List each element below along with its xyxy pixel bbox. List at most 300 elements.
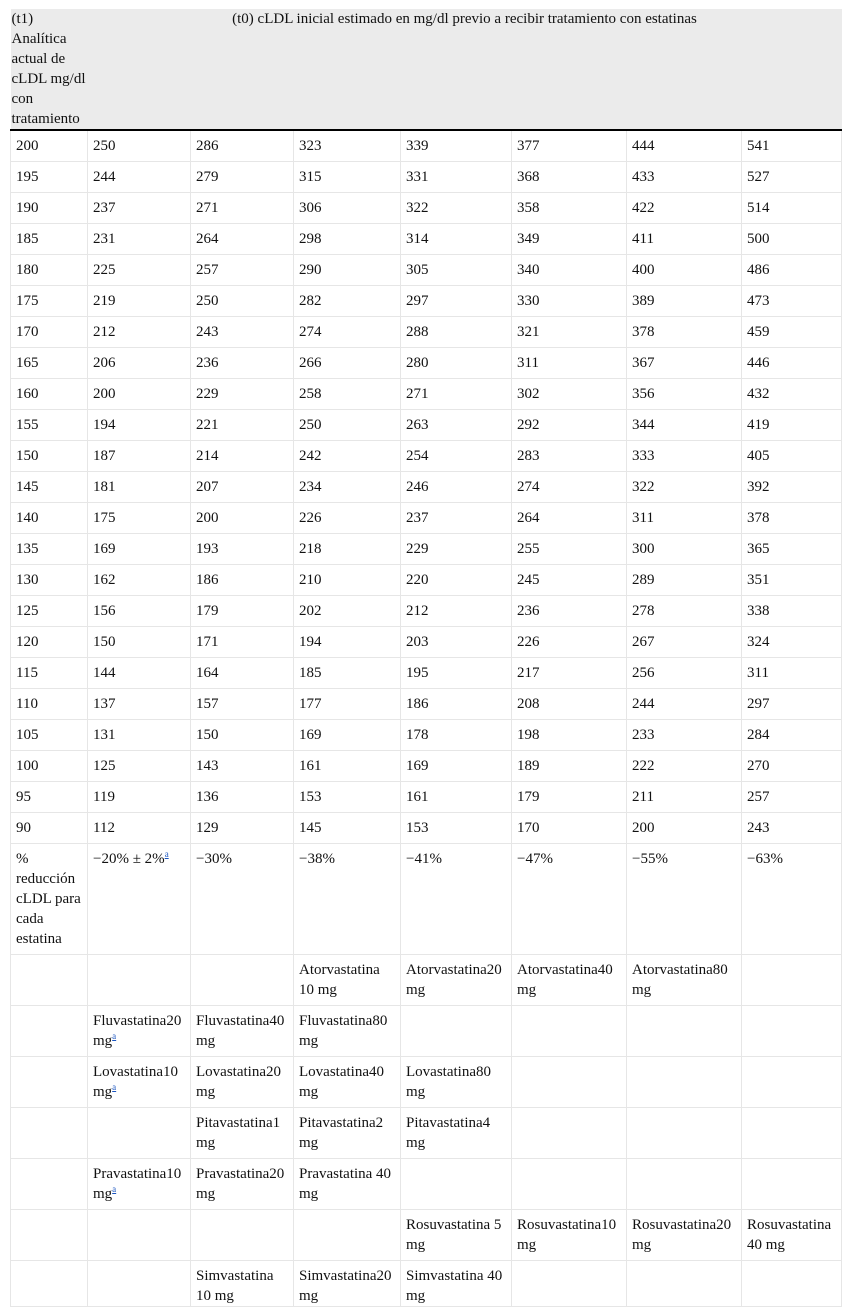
t1-value-cell: 90 — [11, 812, 88, 843]
t0-value-cell: 365 — [742, 533, 842, 564]
empty-cell — [11, 1158, 88, 1209]
statin-dose-cell — [742, 1209, 842, 1260]
empty-cell — [627, 1158, 742, 1209]
t1-value-cell: 140 — [11, 502, 88, 533]
t0-value-cell: 411 — [627, 223, 742, 254]
empty-cell — [11, 1260, 88, 1306]
t0-value-cell: 193 — [191, 533, 294, 564]
t0-value-cell: 473 — [742, 285, 842, 316]
t0-value-cell: 267 — [627, 626, 742, 657]
t0-value-cell: 206 — [88, 347, 191, 378]
t1-value-cell: 160 — [11, 378, 88, 409]
t0-value-cell: 242 — [294, 440, 401, 471]
statin-dose-cell — [88, 1005, 191, 1056]
t0-value-cell: 314 — [401, 223, 512, 254]
empty-cell — [11, 1005, 88, 1056]
t0-value-cell: 500 — [742, 223, 842, 254]
empty-cell — [11, 1209, 88, 1260]
t0-value-cell: 211 — [627, 781, 742, 812]
statin-row — [11, 1005, 842, 1056]
t0-value-cell: 194 — [294, 626, 401, 657]
statin-dose-cell — [401, 1107, 512, 1158]
t1-value-cell: 135 — [11, 533, 88, 564]
t0-value-cell: 274 — [512, 471, 627, 502]
t0-value-cell: 321 — [512, 316, 627, 347]
t0-value-cell: 244 — [627, 688, 742, 719]
t0-value-cell: 356 — [627, 378, 742, 409]
t0-value-cell: 289 — [627, 564, 742, 595]
statin-dose-label: Atorvastatina40 mg — [517, 961, 613, 998]
t0-value-cell: 264 — [191, 223, 294, 254]
t0-value-cell: 250 — [294, 409, 401, 440]
t0-value-cell: 178 — [401, 719, 512, 750]
t0-value-cell: 298 — [294, 223, 401, 254]
t1-value-cell: 115 — [11, 657, 88, 688]
statin-dose-label: Lovastatina80 mg — [406, 1063, 491, 1100]
t0-value-cell: 189 — [512, 750, 627, 781]
reduction-value: −47% — [512, 843, 627, 954]
empty-cell — [512, 1260, 627, 1306]
t0-value-cell: 315 — [294, 161, 401, 192]
statin-dose-cell — [88, 1056, 191, 1107]
t0-value-cell: 270 — [742, 750, 842, 781]
statin-row — [11, 1107, 842, 1158]
statin-dose-label: Pravastatina 40 mg — [299, 1165, 392, 1202]
t0-value-cell: 225 — [88, 254, 191, 285]
table-row — [11, 347, 842, 378]
t0-value-cell: 322 — [401, 192, 512, 223]
statin-dose-cell — [401, 1209, 512, 1260]
empty-cell — [627, 1107, 742, 1158]
t0-value-cell: 271 — [191, 192, 294, 223]
statin-row — [11, 1158, 842, 1209]
table-row — [11, 781, 842, 812]
t0-value-cell: 292 — [512, 409, 627, 440]
statin-dose-cell — [294, 1056, 401, 1107]
reduction-value: −41% — [401, 843, 512, 954]
t0-value-cell: 389 — [627, 285, 742, 316]
t1-value-cell: 195 — [11, 161, 88, 192]
t0-value-cell: 171 — [191, 626, 294, 657]
reduction-value: −30% — [191, 843, 294, 954]
t0-value-cell: 119 — [88, 781, 191, 812]
statin-dose-label: Pitavastatina2 mg — [299, 1114, 384, 1151]
statin-dose-label: Pitavastatina1 mg — [196, 1114, 281, 1151]
t0-value-cell: 195 — [401, 657, 512, 688]
t0-value-cell: 432 — [742, 378, 842, 409]
t0-value-cell: 200 — [191, 502, 294, 533]
t0-value-cell: 311 — [512, 347, 627, 378]
table-row — [11, 409, 842, 440]
statin-dose-label: Fluvastatina80 mg — [299, 1012, 388, 1049]
table-row — [11, 626, 842, 657]
t0-value-cell: 161 — [294, 750, 401, 781]
statin-row — [11, 1260, 842, 1306]
t0-value-cell: 339 — [401, 130, 512, 161]
t0-value-cell: 541 — [742, 130, 842, 161]
t0-value-cell: 214 — [191, 440, 294, 471]
t0-value-cell: 219 — [88, 285, 191, 316]
statin-dose-cell — [191, 1107, 294, 1158]
t1-value-cell: 130 — [11, 564, 88, 595]
t0-value-cell: 330 — [512, 285, 627, 316]
statin-dose-cell — [401, 1056, 512, 1107]
t0-value-cell: 250 — [191, 285, 294, 316]
t0-value-cell: 150 — [88, 626, 191, 657]
table-row — [11, 440, 842, 471]
statin-dose-cell — [88, 1158, 191, 1209]
t1-value-cell: 120 — [11, 626, 88, 657]
t0-value-cell: 297 — [742, 688, 842, 719]
t0-value-cell: 288 — [401, 316, 512, 347]
t0-value-cell: 136 — [191, 781, 294, 812]
empty-cell — [742, 1005, 842, 1056]
empty-cell — [512, 1158, 627, 1209]
statin-dose-cell — [294, 1005, 401, 1056]
empty-cell — [294, 1209, 401, 1260]
t0-value-cell: 284 — [742, 719, 842, 750]
empty-cell — [88, 1107, 191, 1158]
t0-value-cell: 153 — [401, 812, 512, 843]
t0-value-cell: 274 — [294, 316, 401, 347]
t0-value-cell: 257 — [742, 781, 842, 812]
statin-dose-label: Simvastatina 10 mg — [196, 1267, 274, 1304]
t0-value-cell: 400 — [627, 254, 742, 285]
t0-value-cell: 367 — [627, 347, 742, 378]
empty-cell — [627, 1260, 742, 1306]
statin-dose-label: Atorvastatina80 mg — [632, 961, 728, 998]
t0-value-cell: 179 — [191, 595, 294, 626]
t0-value-cell: 229 — [191, 378, 294, 409]
t1-value-cell: 110 — [11, 688, 88, 719]
t0-header: (t0) cLDL inicial estimado en mg/dl previo a recibir tratamiento con estatinas — [88, 9, 842, 130]
t0-value-cell: 237 — [401, 502, 512, 533]
t0-value-cell: 311 — [627, 502, 742, 533]
t0-value-cell: 258 — [294, 378, 401, 409]
statin-dose-cell — [191, 1005, 294, 1056]
t1-value-cell: 95 — [11, 781, 88, 812]
t1-value-cell: 180 — [11, 254, 88, 285]
empty-cell — [742, 954, 842, 1005]
t0-value-cell: 234 — [294, 471, 401, 502]
t0-value-cell: 162 — [88, 564, 191, 595]
t0-value-cell: 322 — [627, 471, 742, 502]
t0-value-cell: 194 — [88, 409, 191, 440]
t0-value-cell: 257 — [191, 254, 294, 285]
empty-cell — [512, 1056, 627, 1107]
statin-row — [11, 1209, 842, 1260]
t0-value-cell: 202 — [294, 595, 401, 626]
t1-value-cell: 185 — [11, 223, 88, 254]
t0-value-cell: 170 — [512, 812, 627, 843]
t0-value-cell: 333 — [627, 440, 742, 471]
t0-value-cell: 263 — [401, 409, 512, 440]
t0-value-cell: 256 — [627, 657, 742, 688]
t0-value-cell: 486 — [742, 254, 842, 285]
table-row — [11, 316, 842, 347]
statin-dose-label: Rosuvastatina10 mg — [517, 1216, 617, 1253]
t0-value-cell: 246 — [401, 471, 512, 502]
t0-value-cell: 233 — [627, 719, 742, 750]
t1-value-cell: 175 — [11, 285, 88, 316]
empty-cell — [742, 1158, 842, 1209]
t0-value-cell: 198 — [512, 719, 627, 750]
t1-value-cell: 155 — [11, 409, 88, 440]
t0-value-cell: 264 — [512, 502, 627, 533]
t1-value-cell: 190 — [11, 192, 88, 223]
t0-value-cell: 236 — [512, 595, 627, 626]
t0-value-cell: 129 — [191, 812, 294, 843]
t0-value-cell: 306 — [294, 192, 401, 223]
table-row — [11, 471, 842, 502]
table-row — [11, 657, 842, 688]
t1-value-cell: 100 — [11, 750, 88, 781]
t0-value-cell: 181 — [88, 471, 191, 502]
t0-value-cell: 405 — [742, 440, 842, 471]
t0-value-cell: 323 — [294, 130, 401, 161]
table-row — [11, 688, 842, 719]
t0-value-cell: 351 — [742, 564, 842, 595]
reduction-value — [88, 843, 191, 954]
statin-dose-label: Fluvastatina40 mg — [196, 1012, 285, 1049]
table-row — [11, 595, 842, 626]
t0-value-cell: 446 — [742, 347, 842, 378]
t0-value-cell: 179 — [512, 781, 627, 812]
t0-value-cell: 221 — [191, 409, 294, 440]
t0-value-cell: 145 — [294, 812, 401, 843]
t0-value-cell: 131 — [88, 719, 191, 750]
t0-value-cell: 175 — [88, 502, 191, 533]
empty-cell — [191, 954, 294, 1005]
footnote-link[interactable]: a — [112, 1030, 117, 1041]
t0-value-cell: 338 — [742, 595, 842, 626]
table-row — [11, 502, 842, 533]
t0-value-cell: 226 — [294, 502, 401, 533]
empty-cell — [512, 1005, 627, 1056]
empty-cell — [11, 1107, 88, 1158]
t0-value-cell: 297 — [401, 285, 512, 316]
table-row — [11, 812, 842, 843]
t0-value-cell: 377 — [512, 130, 627, 161]
t0-value-cell: 514 — [742, 192, 842, 223]
table-row — [11, 192, 842, 223]
t0-value-cell: 212 — [88, 316, 191, 347]
statin-dose-label: Pitavastatina4 mg — [406, 1114, 491, 1151]
t0-value-cell: 340 — [512, 254, 627, 285]
t0-value-cell: 280 — [401, 347, 512, 378]
t0-value-cell: 300 — [627, 533, 742, 564]
statin-dose-label: Pravastatina20 mg — [196, 1165, 285, 1202]
statin-dose-label: Rosuvastatina20 mg — [632, 1216, 732, 1253]
reduction-value: −63% — [742, 843, 842, 954]
t0-value-cell: 212 — [401, 595, 512, 626]
t0-value-cell: 279 — [191, 161, 294, 192]
statin-dose-cell — [191, 1158, 294, 1209]
reduction-value: −55% — [627, 843, 742, 954]
t0-value-cell: 164 — [191, 657, 294, 688]
t0-value-cell: 157 — [191, 688, 294, 719]
table-row — [11, 254, 842, 285]
t0-value-cell: 169 — [294, 719, 401, 750]
t0-value-cell: 112 — [88, 812, 191, 843]
t0-value-cell: 143 — [191, 750, 294, 781]
reduction-label: % reducción cLDL para cada estatina — [11, 843, 88, 954]
t0-value-cell: 433 — [627, 161, 742, 192]
empty-cell — [88, 1209, 191, 1260]
t0-value-cell: 331 — [401, 161, 512, 192]
empty-cell — [191, 1209, 294, 1260]
t1-value-cell: 200 — [11, 130, 88, 161]
t0-value-cell: 210 — [294, 564, 401, 595]
table-row — [11, 533, 842, 564]
empty-cell — [742, 1056, 842, 1107]
t0-value-cell: 236 — [191, 347, 294, 378]
t1-value-cell: 145 — [11, 471, 88, 502]
t0-value-cell: 156 — [88, 595, 191, 626]
t0-value-cell: 144 — [88, 657, 191, 688]
table-row — [11, 750, 842, 781]
t0-value-cell: 208 — [512, 688, 627, 719]
empty-cell — [742, 1107, 842, 1158]
statin-ldl-table — [10, 9, 842, 1307]
t0-value-cell: 137 — [88, 688, 191, 719]
table-row — [11, 130, 842, 161]
empty-cell — [742, 1260, 842, 1306]
t0-value-cell: 358 — [512, 192, 627, 223]
t0-value-cell: 459 — [742, 316, 842, 347]
table-row — [11, 223, 842, 254]
statin-dose-cell — [191, 1056, 294, 1107]
statin-dose-cell — [294, 1260, 401, 1306]
t0-value-cell: 527 — [742, 161, 842, 192]
header-row — [11, 9, 842, 130]
table-row — [11, 285, 842, 316]
t0-value-cell: 422 — [627, 192, 742, 223]
t0-value-cell: 245 — [512, 564, 627, 595]
table-row — [11, 564, 842, 595]
statin-dose-cell — [294, 954, 401, 1005]
footnote-link[interactable]: a — [164, 848, 169, 859]
statin-row — [11, 954, 842, 1005]
t0-value-cell: 231 — [88, 223, 191, 254]
t1-value-cell: 125 — [11, 595, 88, 626]
empty-cell — [512, 1107, 627, 1158]
statin-dose-cell — [294, 1107, 401, 1158]
t0-value-cell: 169 — [401, 750, 512, 781]
t0-value-cell: 244 — [88, 161, 191, 192]
t0-value-cell: 243 — [742, 812, 842, 843]
t0-value-cell: 271 — [401, 378, 512, 409]
table-row — [11, 719, 842, 750]
t1-value-cell: 150 — [11, 440, 88, 471]
statin-dose-label: Lovastatina40 mg — [299, 1063, 384, 1100]
t0-value-cell: 378 — [742, 502, 842, 533]
t0-value-cell: 153 — [294, 781, 401, 812]
t0-value-cell: 186 — [191, 564, 294, 595]
t0-value-cell: 177 — [294, 688, 401, 719]
t0-value-cell: 378 — [627, 316, 742, 347]
t0-value-cell: 161 — [401, 781, 512, 812]
t0-value-cell: 200 — [627, 812, 742, 843]
empty-cell — [401, 1158, 512, 1209]
t0-value-cell: 290 — [294, 254, 401, 285]
t0-value-cell: 229 — [401, 533, 512, 564]
statin-dose-label: Simvastatina 40 mg — [406, 1267, 503, 1304]
t0-value-cell: 368 — [512, 161, 627, 192]
t0-value-cell: 349 — [512, 223, 627, 254]
statin-dose-label: Atorvastatina20 mg — [406, 961, 502, 998]
t1-value-cell: 170 — [11, 316, 88, 347]
t0-value-cell: 222 — [627, 750, 742, 781]
t0-value-cell: 444 — [627, 130, 742, 161]
reduction-row — [11, 843, 842, 954]
t0-value-cell: 237 — [88, 192, 191, 223]
table-row — [11, 378, 842, 409]
t0-value-cell: 186 — [401, 688, 512, 719]
statin-dose-label: Simvastatina20 mg — [299, 1267, 392, 1304]
t0-value-cell: 278 — [627, 595, 742, 626]
t0-value-cell: 200 — [88, 378, 191, 409]
reduction-value: −38% — [294, 843, 401, 954]
t0-value-cell: 207 — [191, 471, 294, 502]
t0-value-cell: 255 — [512, 533, 627, 564]
t0-value-cell: 392 — [742, 471, 842, 502]
t0-value-cell: 243 — [191, 316, 294, 347]
statin-dose-label: Pravastatina10 mg — [93, 1165, 182, 1202]
statin-dose-label: Rosuvastatina 5 mg — [406, 1216, 502, 1253]
statin-row — [11, 1056, 842, 1107]
footnote-link[interactable]: a — [112, 1081, 117, 1092]
statin-dose-cell — [401, 1260, 512, 1306]
t0-value-cell: 254 — [401, 440, 512, 471]
statin-dose-cell — [512, 954, 627, 1005]
statin-dose-cell — [512, 1209, 627, 1260]
statin-dose-cell — [401, 954, 512, 1005]
t0-value-cell: 226 — [512, 626, 627, 657]
footnote-link[interactable]: a — [112, 1183, 117, 1194]
t0-value-cell: 283 — [512, 440, 627, 471]
t0-value-cell: 286 — [191, 130, 294, 161]
empty-cell — [627, 1056, 742, 1107]
statin-dose-label: Rosuvastatina 40 mg — [747, 1216, 832, 1253]
statin-dose-label: Lovastatina20 mg — [196, 1063, 281, 1100]
statin-dose-cell — [627, 954, 742, 1005]
statin-dose-label: Fluvastatina20 mg — [93, 1012, 182, 1049]
t0-value-cell: 203 — [401, 626, 512, 657]
t0-value-cell: 187 — [88, 440, 191, 471]
statin-dose-label: Atorvastatina 10 mg — [299, 961, 380, 998]
t0-value-cell: 305 — [401, 254, 512, 285]
statin-dose-cell — [191, 1260, 294, 1306]
empty-cell — [88, 954, 191, 1005]
t0-value-cell: 185 — [294, 657, 401, 688]
t0-value-cell: 419 — [742, 409, 842, 440]
empty-cell — [401, 1005, 512, 1056]
t0-value-cell: 218 — [294, 533, 401, 564]
table-row — [11, 161, 842, 192]
statin-dose-cell — [294, 1158, 401, 1209]
t1-header: (t1) Analítica actual de cLDL mg/dl con tratamiento — [11, 9, 88, 130]
empty-cell — [11, 954, 88, 1005]
t1-value-cell: 105 — [11, 719, 88, 750]
t0-value-cell: 150 — [191, 719, 294, 750]
t0-value-cell: 220 — [401, 564, 512, 595]
t0-value-cell: 266 — [294, 347, 401, 378]
reduction-first-value: −20% ± 2% — [93, 850, 165, 867]
t0-value-cell: 125 — [88, 750, 191, 781]
empty-cell — [627, 1005, 742, 1056]
t0-value-cell: 250 — [88, 130, 191, 161]
